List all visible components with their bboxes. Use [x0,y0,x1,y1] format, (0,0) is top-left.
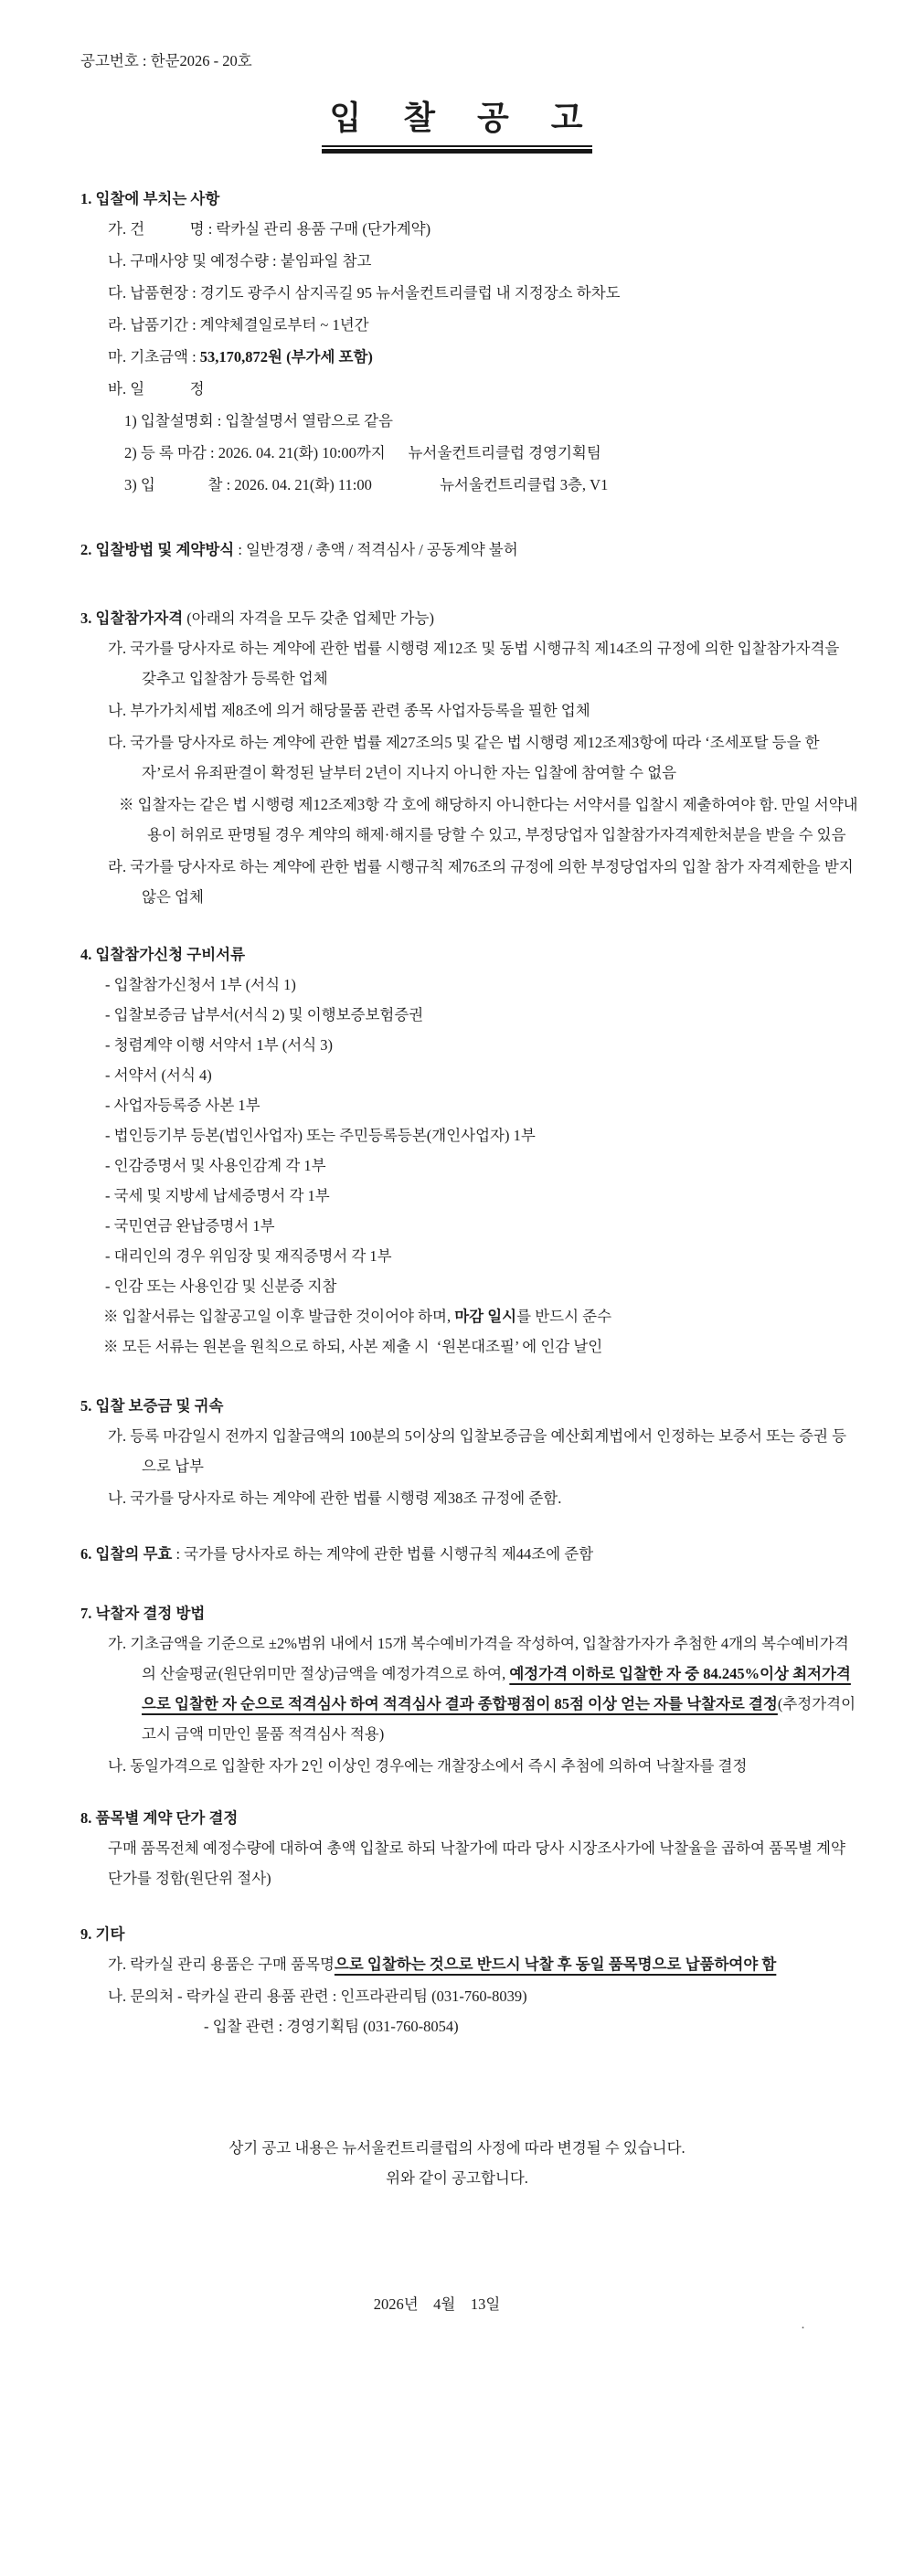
s4-note1-prefix: ※ 입찰서류는 입찰공고일 이후 발급한 것이어야 하며, [103,1308,455,1325]
s9-item-ga [0,1949,857,1979]
s9-item-na-contact-goods: 나. 문의처 - 락카실 관리 용품 관련 : 인프라관리팀 (031-760-8039) [108,1988,527,2005]
s1-ma-label: 마. 기초금액 : [108,348,200,366]
section-3-heading [80,603,914,633]
s4-doc-item: - 서약서 (서식 4) [105,1066,212,1084]
s3-head-note: (아래의 자격을 모두 갖춘 업체만 가능) [183,610,434,627]
s4-doc-item: - 대리인의 경우 위임장 및 재직증명서 각 1부 [105,1247,392,1265]
s6-head-value: : 국가를 당사자로 하는 계약에 관한 법률 시행규칙 제44조에 준함 [172,1545,594,1563]
s4-doc-item: - 국민연금 완납증명서 1부 [105,1217,275,1235]
section-2-heading [80,535,914,565]
s3-item-ga: 가. 국가를 당사자로 하는 계약에 관한 법률 시행령 제12조 및 동법 시행규칙 제14조의 규정에 의한 입찰참가자격을 갖추고 입찰참가 등록한 업체 [108,640,844,687]
s2-head-label: 2. 입찰방법 및 계약방식 [80,541,235,558]
s4-doc-item: - 사업자등록증 사본 1부 [105,1097,260,1114]
s4-doc-item: - 국세 및 지방세 납세증명서 각 1부 [105,1187,330,1204]
s3-head-label: 3. 입찰참가자격 [80,610,184,627]
s1-item-da-delivery-site: 다. 납품현장 : 경기도 광주시 삼지곡길 95 뉴서울컨트리클럽 내 지정장소 하차도 [108,284,621,302]
notice-number: 공고번호 : 한문2026 - 20호 [80,52,252,69]
s4-note1-deadline: 마감 일시 [454,1308,517,1325]
s7-ga-suffix: (추정가격이 고시 금액 미만인 물품 적격심사 적용) [142,1695,860,1743]
title-row [0,98,914,147]
s5-item-ga: 가. 등록 마감일시 전까지 입찰금액의 100분의 5이상의 입찰보증금을 예산회계법에서 인정하는 보증서 또는 증권 등으로 납부 [108,1427,847,1475]
announcement-date: 2026년 4월 13일 [373,2295,501,2313]
s1-sub-briefing: 1) 입찰설명회 : 입찰설명서 열람으로 같음 [124,412,393,429]
section-1-heading: 1. 입찰에 부치는 사항 [80,190,220,207]
s3-note-pledge: ※ 입찰자는 같은 법 시행령 제12조제3항 각 호에 해당하지 아니한다는 서약서를 입찰시 제출하여야 함. 만일 서약내용이 허위로 판명될 경우 계약의 해제·해지를 당할 수 있고, 부정당업자 입찰참가자격제한처분을 받을 수 있음 [119,796,858,843]
s4-doc-item: - 청렴계약 이행 서약서 1부 (서식 3) [105,1036,334,1054]
s3-item-ra: 라. 국가를 당사자로 하는 계약에 관한 법률 시행규칙 제76조의 규정에 의한 부정당업자의 입찰 참가 자격제한을 받지 않은 업체 [108,858,857,906]
s4-note-originals: ※ 모든 서류는 원본을 원칙으로 하되, 사본 제출 시 ‘원본대조필’ 에 인감 날인 [103,1338,603,1355]
s7-item-ga-award-method [0,1628,860,1749]
document-title: 입 찰 공 고 [322,98,591,147]
s4-doc-item: - 입찰참가신청서 1부 (서식 1) [105,976,296,993]
s1-item-na-specs: 나. 구매사양 및 예정수량 : 붙임파일 참고 [108,252,372,270]
s1-item-ma-base-amount [0,342,857,372]
s7-item-na-tie-break: 나. 동일가격으로 입찰한 자가 2인 이상인 경우에는 개찰장소에서 즉시 추첨에 의하여 낙찰자를 결정 [108,1757,748,1775]
s1-item-ra-delivery-period: 라. 납품기간 : 계약체결일로부터 ~ 1년간 [108,316,369,334]
s4-doc-item: - 입찰보증금 납부서(서식 2) 및 이행보증보험증권 [105,1006,424,1023]
s3-item-da: 다. 국가를 당사자로 하는 계약에 관한 법률 제27조의5 및 같은 법 시행령 제12조제3항에 따라 ‘조세포탈 등을 한 자’로서 유죄판결이 확정된 날부터 2년이 지나지 아니한 자는 입찰에 참여할 수 없음 [108,734,824,781]
s4-doc-item: - 인감 또는 사용인감 및 신분증 지참 [105,1277,337,1295]
section-7-heading: 7. 낙찰자 결정 방법 [80,1605,206,1622]
section-8-heading: 8. 품목별 계약 단가 결정 [80,1809,239,1827]
closing-statement-1: 상기 공고 내용은 뉴서울컨트리클럽의 사정에 따라 변경될 수 있습니다. [228,2139,686,2157]
s1-sub-bid-opening: 3) 입 찰 : 2026. 04. 21(화) 11:00 뉴서울컨트리클럽 3층, V1 [124,476,609,493]
section-4-heading: 4. 입찰참가신청 구비서류 [80,946,246,963]
s1-ma-amount: 53,170,872원 (부가세 포함) [199,348,373,366]
s4-doc-item: - 법인등기부 등본(법인사업자) 또는 주민등록등본(개인사업자) 1부 [105,1127,536,1144]
s1-item-ba-schedule: 바. 일 정 [108,380,205,398]
s9-item-na-contact-bid: - 입찰 관련 : 경영기획팀 (031-760-8054) [204,2018,459,2035]
s5-item-na: 나. 국가를 당사자로 하는 계약에 관한 법률 시행령 제38조 규정에 준함. [108,1489,562,1507]
s4-doc-item: - 인감증명서 및 사용인감계 각 1부 [105,1157,326,1174]
closing-statement-2: 위와 같이 공고합니다. [386,2169,528,2187]
s9-ga-emphasis: 으로 입찰하는 것으로 반드시 낙찰 후 동일 품목명으로 납품하여야 함 [334,1956,777,1973]
s1-sub-registration-deadline: 2) 등 록 마감 : 2026. 04. 21(화) 10:00까지 뉴서울컨트리클럽 경영기획팀 [124,444,601,461]
s6-head-label: 6. 입찰의 무효 [80,1545,173,1563]
section-6-heading [80,1539,914,1569]
s7-ga-prefix: 가. 기초금액을 기준으로 ±2%범위 내에서 15개 복수예비가격을 작성하여, 입찰참가자가 추첨한 4개의 복수예비가격의 산술평균(원단위미만 절상)금액을 예정가격으로 하여, [108,1635,849,1682]
s1-item-ga-project-name: 가. 건 명 : 락카실 관리 용품 구매 (단가계약) [108,220,431,238]
s4-note1-suffix: 를 반드시 준수 [516,1308,612,1325]
s4-note-deadline [0,1301,859,1331]
s9-ga-prefix: 가. 락카실 관리 용품은 구매 품목명 [108,1956,335,1973]
stray-ink-dot: · [801,2321,805,2336]
s2-head-value: : 일반경쟁 / 총액 / 적격심사 / 공동계약 불허 [234,541,518,558]
s7-ga-emphasis: 예정가격 이하로 입찰한 자 중 84.245%이상 최저가격으로 입찰한 자 순으로 적격심사 하여 적격심사 결과 종합평점이 85점 이상 얻는 자를 낙찰자로 결정 [142,1665,851,1712]
s8-body: 구매 품목전체 예정수량에 대하여 총액 입찰로 하되 낙찰가에 따라 당사 시장조사가에 낙찰율을 곱하여 품목별 계약 단가를 정함(원단위 절사) [108,1839,850,1887]
section-9-heading: 9. 기타 [80,1925,125,1943]
section-5-heading: 5. 입찰 보증금 및 귀속 [80,1397,224,1415]
s3-item-na: 나. 부가가치세법 제8조에 의거 해당물품 관련 종목 사업자등록을 필한 업체 [108,702,590,719]
